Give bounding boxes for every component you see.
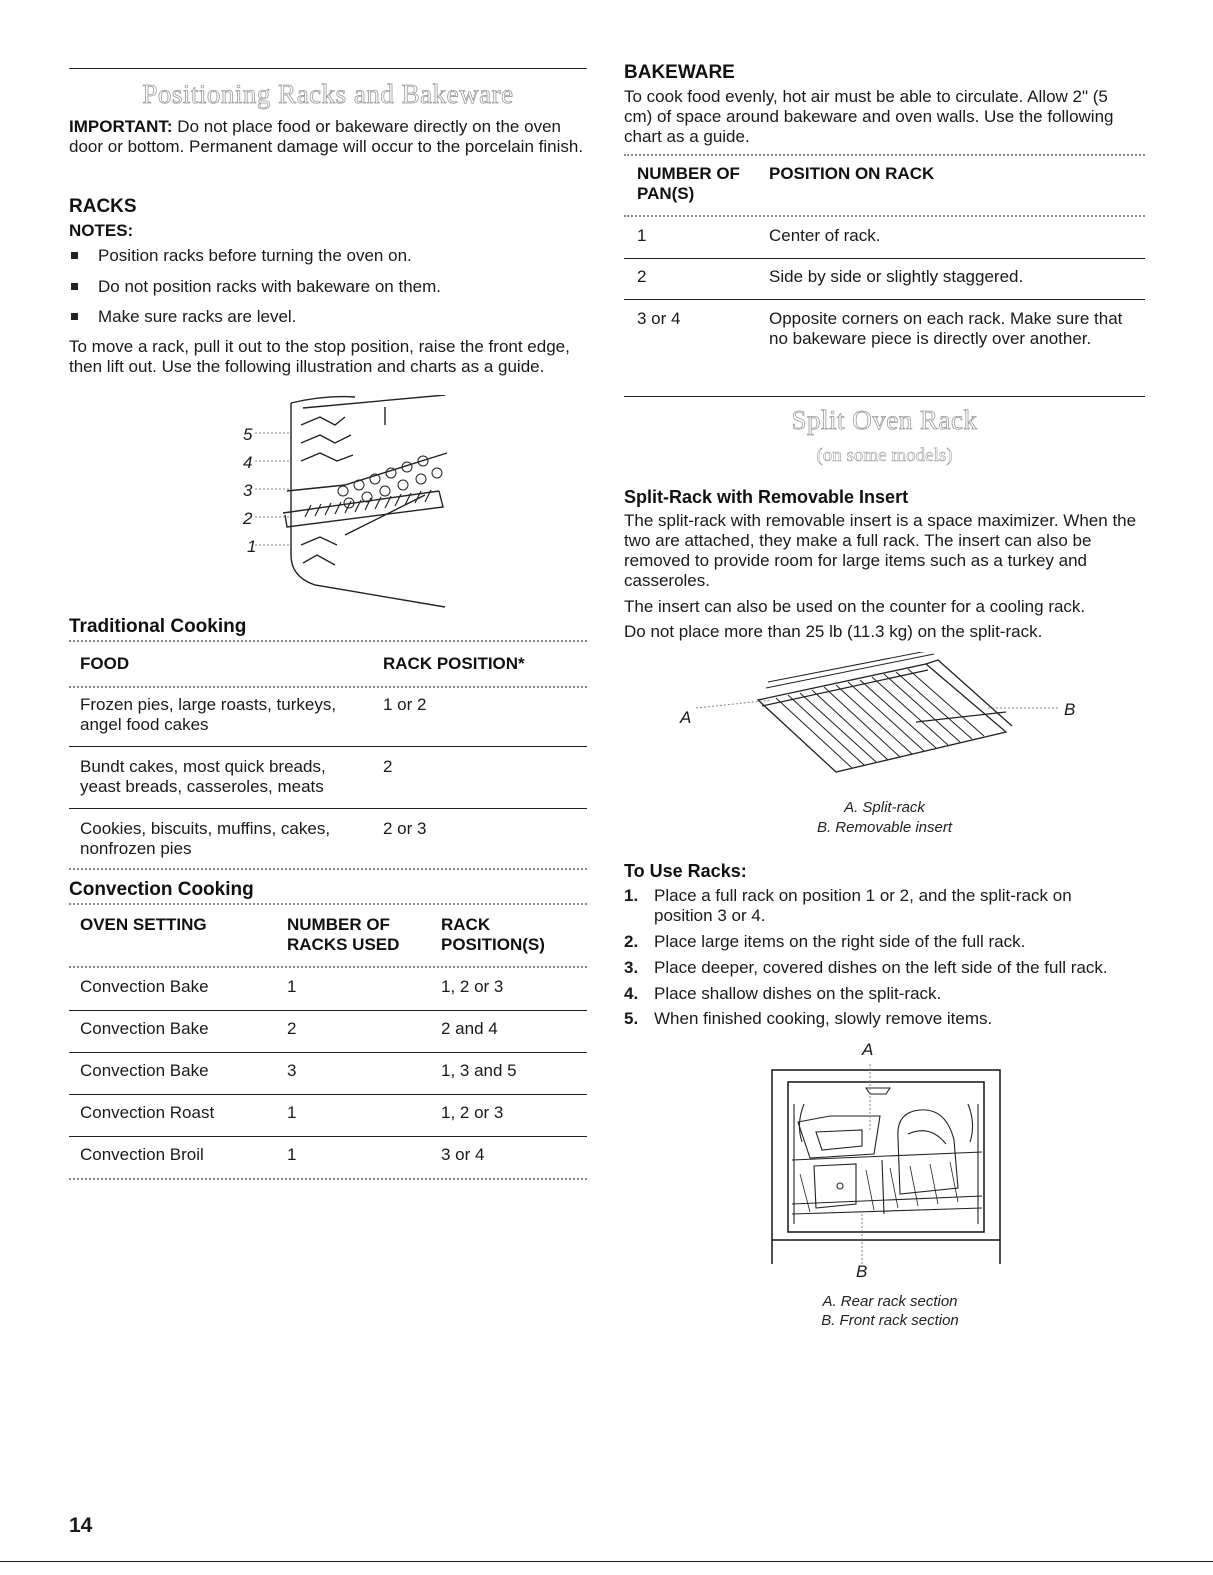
table-cell-rack: 2 or 3 [383,819,427,838]
table-cell-number: 3 or 4 [637,309,681,328]
table-cell-position: Side by side or slightly staggered. [769,267,1024,286]
split-rack-subtitle: (on some models) [816,445,953,466]
traditional-heading: Traditional Cooking [69,616,247,637]
table-rule [69,1178,587,1180]
step-number: 4. [624,984,639,1003]
figure-caption: B. Removable insert [816,819,953,836]
table-cell-setting: Convection Bake [80,977,209,996]
table-cell-position: Center of rack. [769,226,881,245]
row-rule [69,808,587,809]
col-number-pans: NUMBER OF PAN(S) [637,164,740,203]
step-text: When finished cooking, slowly remove items. [654,1009,993,1028]
col-food: FOOD [80,654,130,673]
important-label: IMPORTANT: [69,117,173,136]
figure-label-a: A [862,1040,874,1059]
split-rack-heading: Split-Rack with Removable Insert [624,487,909,507]
oven-interior-drawing [770,1064,1002,1264]
split-rack-illustration [676,652,1086,792]
section-title: Positioning Racks and Bakeware [142,79,514,109]
table-rule [69,868,587,870]
page-bottom-rule [0,1561,1213,1562]
col-number-racks: NUMBER OF RACKS USED [287,915,400,954]
row-rule [69,1094,587,1095]
row-rule [69,1052,587,1053]
oven-interior-illustration [770,1038,1002,1284]
step-number: 1. [624,886,639,905]
row-rule [624,299,1145,300]
bullet [71,313,78,320]
split-rack-text: The split-rack with removable insert is a space maximizer. When the two are attached, they make a full rack. The insert can also be removed to provide room for large items such as a turkey and casseroles. [624,511,1137,590]
table-cell-food: Frozen pies, large roasts, turkeys, angel food cakes [80,695,337,734]
table-cell-setting: Convection Roast [80,1103,215,1122]
figure-label-b: B [856,1262,868,1281]
table-cell-position: 1, 2 or 3 [441,977,504,996]
note-item: Position racks before turning the oven on. [98,246,412,265]
rack-number-1: 1 [247,537,257,556]
table-cell-rack: 2 [383,757,393,776]
step-text: Place deeper, covered dishes on the left side of the full rack. [654,958,1108,977]
notes-label: NOTES: [69,221,134,240]
table-cell-rack: 1 or 2 [383,695,427,714]
table-rule [69,966,587,968]
table-cell-number: 1 [287,1103,297,1122]
table-rule [624,215,1145,217]
table-cell-number: 2 [287,1019,297,1038]
col-rack-position: RACK POSITION* [383,654,525,673]
convection-heading: Convection Cooking [69,879,254,900]
important-text: Do not place food or bakeware directly on the oven door or bottom. Permanent damage will occur to the porcelain finish. [69,117,584,156]
rack-number-3: 3 [243,481,253,500]
table-cell-number: 1 [637,226,647,245]
split-rack-drawing [676,652,1086,792]
step-number: 5. [624,1009,639,1028]
table-cell-setting: Convection Bake [80,1019,209,1038]
table-cell-position: 1, 2 or 3 [441,1103,504,1122]
table-cell-number: 1 [287,977,297,996]
figure-caption: A. Split-rack [844,799,925,816]
figure-label-b: B [1064,700,1076,719]
bullet [71,283,78,290]
table-cell-setting: Convection Broil [80,1145,204,1164]
table-cell-setting: Convection Bake [80,1061,209,1080]
step-text: Place a full rack on position 1 or 2, and the split-rack on position 3 or 4. [654,886,1072,925]
step-number: 3. [624,958,639,977]
row-rule [69,1136,587,1137]
note-item: Do not position racks with bakeware on them. [98,277,442,296]
table-cell-food: Bundt cakes, most quick breads, yeast breads, casseroles, meats [80,757,326,796]
split-rack-text: Do not place more than 25 lb (11.3 kg) on the split-rack. [624,622,1043,641]
table-cell-position: 2 and 4 [441,1019,498,1038]
table-cell-food: Cookies, biscuits, muffins, cakes, nonfrozen pies [80,819,331,858]
table-rule [69,686,587,688]
table-cell-number: 1 [287,1145,297,1164]
row-rule [624,258,1145,259]
figure-label-a: A [680,708,692,727]
page-number: 14 [69,1514,93,1537]
figure-caption: B. Front rack section [821,1312,959,1329]
table-cell-position: 3 or 4 [441,1145,485,1164]
bullet [71,252,78,259]
racks-heading: RACKS [69,196,137,217]
note-item: Make sure racks are level. [98,307,297,326]
figure-caption: A. Rear rack section [822,1293,958,1310]
step-text: Place large items on the right side of the full rack. [654,932,1026,951]
table-rule [69,903,587,905]
col-rack-positions: RACK POSITION(S) [441,915,545,954]
step-number: 2. [624,932,639,951]
table-cell-number: 2 [637,267,647,286]
table-rule [69,640,587,642]
step-text: Place shallow dishes on the split-rack. [654,984,942,1003]
oven-rack-drawing [225,395,455,610]
use-racks-heading: To Use Racks: [624,861,747,881]
rack-number-4: 4 [243,453,253,472]
row-rule [69,746,587,747]
section-rule [69,68,587,69]
table-cell-number: 3 [287,1061,297,1080]
move-rack-text: To move a rack, pull it out to the stop position, raise the front edge, then lift out. Use the following illustration and charts as a guide. [69,337,570,376]
col-oven-setting: OVEN SETTING [80,915,207,934]
rack-number-2: 2 [243,509,253,528]
section-rule [624,396,1145,397]
important-note [69,117,589,157]
rack-positions-illustration [225,395,455,610]
row-rule [69,1010,587,1011]
table-cell-position: Opposite corners on each rack. Make sure that no bakeware piece is directly over another. [769,309,1123,348]
bakeware-text: To cook food evenly, hot air must be able to circulate. Allow 2" (5 cm) of space around bakeware and oven walls. Use the following chart as a guide. [624,87,1114,146]
rack-number-5: 5 [243,425,253,444]
table-rule [624,154,1145,156]
col-position-on-rack: POSITION ON RACK [769,164,935,183]
bakeware-heading: BAKEWARE [624,62,735,83]
split-rack-title: Split Oven Rack [791,405,978,435]
table-cell-position: 1, 3 and 5 [441,1061,517,1080]
split-rack-text: The insert can also be used on the counter for a cooling rack. [624,597,1086,616]
